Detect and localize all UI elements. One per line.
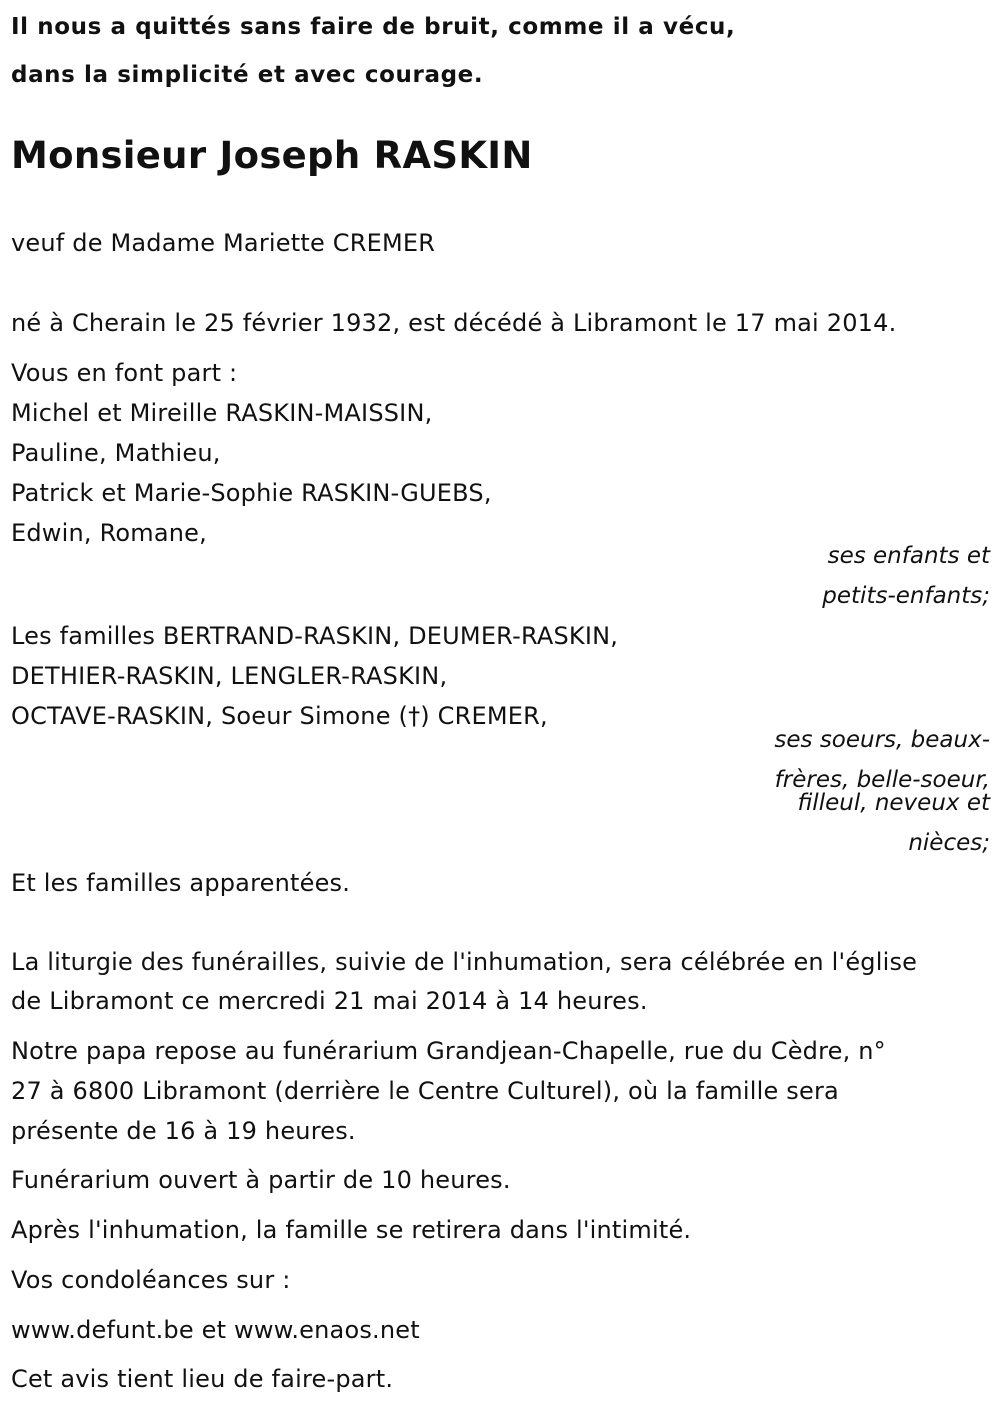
rest-line: Notre papa repose au funérarium Grandjean-Chapelle, rue du Cèdre, n° [11, 1037, 886, 1065]
children-line: Edwin, Romane, [11, 519, 207, 547]
rest-line: présente de 16 à 19 heures. [11, 1117, 356, 1145]
rest-line: 27 à 6800 Libramont (derrière le Centre Culturel), où la famille sera [11, 1077, 839, 1105]
opening-hours: Funérarium ouvert à partir de 10 heures. [11, 1166, 511, 1194]
announcement-intro: Vous en font part : [11, 359, 238, 387]
children-line: Michel et Mireille RASKIN-MAISSIN, [11, 399, 433, 427]
after-burial: Après l'inhumation, la famille se retirera dans l'intimité. [11, 1216, 692, 1244]
condolences-websites: www.defunt.be et www.enaos.net [11, 1316, 420, 1344]
liturgy-line: La liturgie des funérailles, suivie de l'inhumation, sera célébrée en l'église [11, 948, 918, 976]
family-relation: ses soeurs, beaux- [774, 727, 990, 753]
family-relation: frères, belle-soeur, [774, 767, 990, 793]
family-line: OCTAVE-RASKIN, Soeur Simone (†) CREMER, [11, 702, 548, 730]
quote-line-2: dans la simplicité et avec courage. [11, 62, 484, 88]
deceased-name: Monsieur Joseph RASKIN [11, 134, 533, 177]
family-relation: filleul, neveux et [797, 790, 990, 816]
family-relation: nièces; [908, 830, 990, 856]
children-line: Patrick et Marie-Sophie RASKIN-GUEBS, [11, 479, 492, 507]
quote-line-1: Il nous a quittés sans faire de bruit, comme il a vécu, [11, 14, 736, 40]
notice-line: Cet avis tient lieu de faire-part. [11, 1365, 394, 1393]
liturgy-line: de Libramont ce mercredi 21 mai 2014 à 14 heures. [11, 987, 648, 1015]
family-line: Les familles BERTRAND-RASKIN, DEUMER-RASKIN, [11, 622, 619, 650]
children-relation: petits-enfants; [822, 583, 990, 609]
spouse-line: veuf de Madame Mariette CREMER [11, 229, 436, 257]
related-families: Et les familles apparentées. [11, 869, 351, 897]
condolences-intro: Vos condoléances sur : [11, 1266, 291, 1294]
birth-death-line: né à Cherain le 25 février 1932, est décédé à Libramont le 17 mai 2014. [11, 309, 897, 337]
children-line: Pauline, Mathieu, [11, 439, 221, 467]
family-line: DETHIER-RASKIN, LENGLER-RASKIN, [11, 662, 448, 690]
children-relation: ses enfants et [827, 543, 990, 569]
